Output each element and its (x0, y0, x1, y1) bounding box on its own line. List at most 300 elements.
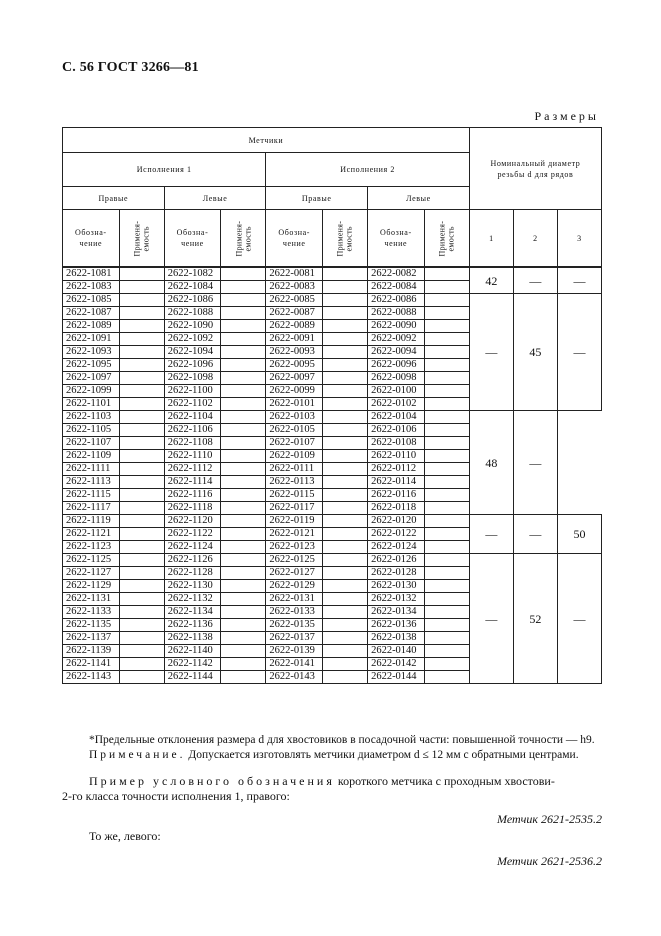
header-row-3: 3 (557, 210, 601, 268)
applicability-cell (221, 320, 266, 333)
designation-cell: 2622-0139 (266, 645, 323, 658)
applicability-cell (322, 541, 367, 554)
example-line (62, 774, 602, 789)
designation-cell: 2622-0091 (266, 333, 323, 346)
designation-cell: 2622-0096 (368, 359, 425, 372)
designation-cell: 2622-1144 (164, 671, 221, 684)
designation-cell: 2622-0099 (266, 385, 323, 398)
header-designation: Обозна- чение (266, 210, 323, 268)
designation-cell: 2622-0133 (266, 606, 323, 619)
applicability-cell (322, 307, 367, 320)
designation-cell: 2622-1102 (164, 398, 221, 411)
designation-cell: 2622-1097 (63, 372, 120, 385)
designation-cell: 2622-1083 (63, 281, 120, 294)
applicability-cell (424, 593, 469, 606)
designation-cell: 2622-0112 (368, 463, 425, 476)
applicability-cell (221, 294, 266, 307)
applicability-cell (221, 359, 266, 372)
applicability-cell (119, 333, 164, 346)
applicability-cell (119, 372, 164, 385)
table-row (63, 294, 602, 307)
designation-cell: 2622-0134 (368, 606, 425, 619)
designation-cell: 2622-1140 (164, 645, 221, 658)
designation-cell: 2622-1100 (164, 385, 221, 398)
example-line-2: 2-го класса точности исполнения 1, правого: (62, 789, 290, 803)
designation-cell: 2622-1086 (164, 294, 221, 307)
applicability-cell (424, 632, 469, 645)
applicability-cell (322, 515, 367, 528)
designation-cell: 2622-1137 (63, 632, 120, 645)
applicability-cell (424, 476, 469, 489)
diameter-row-1-cell: — (469, 554, 513, 684)
designation-cell: 2622-1132 (164, 593, 221, 606)
applicability-cell (322, 411, 367, 424)
applicability-cell (322, 476, 367, 489)
applicability-cell (322, 632, 367, 645)
applicability-cell (424, 528, 469, 541)
designation-cell: 2622-0103 (266, 411, 323, 424)
designation-cell: 2622-1087 (63, 307, 120, 320)
applicability-cell (424, 437, 469, 450)
applicability-cell (119, 346, 164, 359)
applicability-cell (119, 398, 164, 411)
designation-cell: 2622-1096 (164, 359, 221, 372)
applicability-cell (119, 554, 164, 567)
designation-cell: 2622-0094 (368, 346, 425, 359)
applicability-cell (221, 619, 266, 632)
applicability-cell (119, 489, 164, 502)
applicability-cell (322, 294, 367, 307)
header-isp1: Исполнения 1 (63, 153, 266, 187)
designation-cell: 2622-0113 (266, 476, 323, 489)
designation-cell: 2622-1094 (164, 346, 221, 359)
designation-cell: 2622-0108 (368, 437, 425, 450)
designation-cell: 2622-1118 (164, 502, 221, 515)
header-right-1: Правые (63, 187, 165, 210)
header-applicability: Применя- емость (119, 210, 164, 268)
designation-cell: 2622-1117 (63, 502, 120, 515)
applicability-cell (322, 658, 367, 671)
designation-cell: 2622-1108 (164, 437, 221, 450)
applicability-cell (322, 398, 367, 411)
applicability-cell (424, 658, 469, 671)
designation-cell: 2622-0118 (368, 502, 425, 515)
designation-cell: 2622-0119 (266, 515, 323, 528)
applicability-cell (119, 281, 164, 294)
designation-cell: 2622-0140 (368, 645, 425, 658)
header-designation: Обозна- чение (164, 210, 221, 268)
designation-cell: 2622-0106 (368, 424, 425, 437)
applicability-cell (322, 463, 367, 476)
header-row-1: 1 (469, 210, 513, 268)
designation-cell: 2622-1128 (164, 567, 221, 580)
applicability-cell (119, 593, 164, 606)
designation-cell: 2622-0121 (266, 528, 323, 541)
designation-cell: 2622-0130 (368, 580, 425, 593)
applicability-cell (221, 411, 266, 424)
note-line (62, 748, 602, 763)
designation-cell: 2622-0092 (368, 333, 425, 346)
applicability-cell (119, 658, 164, 671)
applicability-cell (221, 385, 266, 398)
applicability-cell (119, 424, 164, 437)
header-left-2: Левые (368, 187, 470, 210)
tolerance-footnote: *Предельные отклонения размера d для хвостовиков в посадочной части: повышенной точности — h9. (89, 734, 595, 746)
taps-table (62, 127, 602, 684)
applicability-cell (424, 398, 469, 411)
applicability-cell (322, 281, 367, 294)
designation-cell: 2622-1130 (164, 580, 221, 593)
table-row (63, 267, 602, 281)
applicability-cell (424, 645, 469, 658)
applicability-cell (221, 606, 266, 619)
diameter-row-1-cell: 48 (469, 411, 513, 515)
applicability-cell (322, 359, 367, 372)
applicability-cell (424, 346, 469, 359)
designation-cell: 2622-1092 (164, 333, 221, 346)
applicability-cell (119, 307, 164, 320)
header-nominal-diameter: Номинальный диаметр резьбы d для рядов (469, 128, 601, 210)
applicability-cell (424, 567, 469, 580)
diameter-row-1-cell: — (469, 294, 513, 411)
designation-cell: 2622-0102 (368, 398, 425, 411)
designation-cell: 2622-1089 (63, 320, 120, 333)
applicability-cell (322, 385, 367, 398)
applicability-cell (119, 359, 164, 372)
designation-cell: 2622-1093 (63, 346, 120, 359)
designation-cell: 2622-0093 (266, 346, 323, 359)
designation-cell: 2622-1109 (63, 450, 120, 463)
applicability-cell (221, 476, 266, 489)
applicability-cell (424, 450, 469, 463)
applicability-cell (221, 632, 266, 645)
designation-cell: 2622-0098 (368, 372, 425, 385)
designation-cell: 2622-0100 (368, 385, 425, 398)
designation-cell: 2622-0084 (368, 281, 425, 294)
applicability-cell (119, 385, 164, 398)
designation-cell: 2622-1104 (164, 411, 221, 424)
applicability-cell (119, 541, 164, 554)
designation-cell: 2622-1129 (63, 580, 120, 593)
designation-cell: 2622-0090 (368, 320, 425, 333)
applicability-cell (221, 580, 266, 593)
designation-cell: 2622-1122 (164, 528, 221, 541)
designation-cell: 2622-0095 (266, 359, 323, 372)
applicability-cell (322, 424, 367, 437)
applicability-cell (424, 385, 469, 398)
designation-cell: 2622-1134 (164, 606, 221, 619)
example-code: Метчик 2621-2535.2 (497, 812, 602, 826)
applicability-cell (322, 645, 367, 658)
designation-cell: 2622-0117 (266, 502, 323, 515)
applicability-cell (119, 580, 164, 593)
header-row-2: 2 (513, 210, 557, 268)
applicability-cell (221, 554, 266, 567)
header-designation: Обозна- чение (63, 210, 120, 268)
designation-cell: 2622-0101 (266, 398, 323, 411)
applicability-cell (221, 502, 266, 515)
designation-cell: 2622-1098 (164, 372, 221, 385)
designation-cell: 2622-1110 (164, 450, 221, 463)
designation-cell: 2622-1120 (164, 515, 221, 528)
applicability-cell (119, 606, 164, 619)
applicability-cell (221, 463, 266, 476)
applicability-cell (322, 528, 367, 541)
diameter-row-1-cell: 42 (469, 267, 513, 294)
header-applicability: Применя- емость (424, 210, 469, 268)
header-right-2: Правые (266, 187, 368, 210)
designation-cell: 2622-0132 (368, 593, 425, 606)
applicability-cell (424, 333, 469, 346)
designation-cell: 2622-1126 (164, 554, 221, 567)
designation-cell: 2622-1113 (63, 476, 120, 489)
designation-cell: 2622-1115 (63, 489, 120, 502)
designation-cell: 2622-0142 (368, 658, 425, 671)
diameter-row-2-cell: — (513, 267, 557, 294)
header-applicability: Применя- емость (322, 210, 367, 268)
applicability-cell (424, 359, 469, 372)
designation-cell: 2622-1141 (63, 658, 120, 671)
applicability-cell (322, 450, 367, 463)
applicability-cell (221, 346, 266, 359)
designation-cell: 2622-0135 (266, 619, 323, 632)
applicability-cell (322, 333, 367, 346)
applicability-cell (221, 567, 266, 580)
designation-cell: 2622-0137 (266, 632, 323, 645)
designation-cell: 2622-0082 (368, 267, 425, 281)
applicability-cell (119, 476, 164, 489)
applicability-cell (119, 528, 164, 541)
applicability-cell (424, 671, 469, 684)
applicability-cell (424, 489, 469, 502)
header-left-1: Левые (164, 187, 266, 210)
applicability-cell (424, 424, 469, 437)
designation-cell: 2622-1085 (63, 294, 120, 307)
applicability-cell (424, 267, 469, 281)
applicability-cell (119, 619, 164, 632)
applicability-cell (221, 671, 266, 684)
designation-cell: 2622-1121 (63, 528, 120, 541)
applicability-cell (424, 281, 469, 294)
applicability-cell (221, 528, 266, 541)
applicability-cell (119, 567, 164, 580)
applicability-cell (322, 346, 367, 359)
diameter-row-3-cell: — (557, 554, 601, 684)
table-row (63, 411, 602, 424)
designation-cell: 2622-1123 (63, 541, 120, 554)
applicability-cell (322, 671, 367, 684)
header-metchiki: Метчики (63, 128, 470, 153)
designation-cell: 2622-0087 (266, 307, 323, 320)
designation-cell: 2622-0141 (266, 658, 323, 671)
designation-cell: 2622-1090 (164, 320, 221, 333)
example-text: короткого метчика с проходным хвостови- (334, 774, 555, 788)
applicability-cell (424, 502, 469, 515)
designation-cell: 2622-1107 (63, 437, 120, 450)
designation-cell: 2622-0109 (266, 450, 323, 463)
header-applicability: Применя- емость (221, 210, 266, 268)
note-label: Примечание. (89, 749, 186, 761)
applicability-cell (424, 294, 469, 307)
applicability-cell (424, 606, 469, 619)
applicability-cell (221, 398, 266, 411)
designation-cell: 2622-0136 (368, 619, 425, 632)
designation-cell: 2622-1091 (63, 333, 120, 346)
designation-cell: 2622-1114 (164, 476, 221, 489)
designation-cell: 2622-1084 (164, 281, 221, 294)
designation-cell: 2622-1112 (164, 463, 221, 476)
diameter-row-3-cell: — (557, 267, 601, 294)
diameter-row-2-cell: 52 (513, 554, 557, 684)
applicability-cell (424, 320, 469, 333)
diameter-row-3-cell: — (557, 294, 601, 411)
diameter-row-2-cell: 45 (513, 294, 557, 411)
designation-cell: 2622-0144 (368, 671, 425, 684)
applicability-cell (221, 372, 266, 385)
designation-cell: 2622-0127 (266, 567, 323, 580)
designation-cell: 2622-1143 (63, 671, 120, 684)
designation-cell: 2622-0083 (266, 281, 323, 294)
designation-cell: 2622-0126 (368, 554, 425, 567)
designation-cell: 2622-0111 (266, 463, 323, 476)
applicability-cell (119, 463, 164, 476)
applicability-cell (322, 320, 367, 333)
designation-cell: 2622-0088 (368, 307, 425, 320)
example-label: Пример условного обозначения (89, 774, 335, 788)
applicability-cell (119, 671, 164, 684)
designation-cell: 2622-0085 (266, 294, 323, 307)
applicability-cell (322, 580, 367, 593)
applicability-cell (424, 515, 469, 528)
applicability-cell (119, 437, 164, 450)
applicability-cell (424, 463, 469, 476)
applicability-cell (322, 554, 367, 567)
sizes-label: Размеры (534, 109, 599, 123)
designation-cell: 2622-1116 (164, 489, 221, 502)
designation-cell: 2622-0128 (368, 567, 425, 580)
designation-cell: 2622-0086 (368, 294, 425, 307)
designation-cell: 2622-1138 (164, 632, 221, 645)
same-left-code: Метчик 2621-2536.2 (497, 854, 602, 868)
designation-cell: 2622-1101 (63, 398, 120, 411)
designation-cell: 2622-0089 (266, 320, 323, 333)
designation-cell: 2622-1136 (164, 619, 221, 632)
applicability-cell (221, 489, 266, 502)
table-row (63, 515, 602, 528)
designation-cell: 2622-0116 (368, 489, 425, 502)
example-block (62, 774, 602, 869)
designation-cell: 2622-0104 (368, 411, 425, 424)
designation-cell: 2622-0138 (368, 632, 425, 645)
designation-cell: 2622-0110 (368, 450, 425, 463)
applicability-cell (322, 489, 367, 502)
applicability-cell (221, 424, 266, 437)
designation-cell: 2622-1095 (63, 359, 120, 372)
designation-cell: 2622-0124 (368, 541, 425, 554)
applicability-cell (221, 541, 266, 554)
page-header: С. 56 ГОСТ 3266—81 (62, 60, 199, 75)
designation-cell: 2622-1082 (164, 267, 221, 281)
designation-cell: 2622-0129 (266, 580, 323, 593)
designation-cell: 2622-0097 (266, 372, 323, 385)
applicability-cell (221, 450, 266, 463)
applicability-cell (322, 619, 367, 632)
applicability-cell (119, 267, 164, 281)
designation-cell: 2622-1133 (63, 606, 120, 619)
designation-cell: 2622-0125 (266, 554, 323, 567)
applicability-cell (424, 580, 469, 593)
diameter-row-1-cell: — (469, 515, 513, 554)
diameter-row-3-cell: 50 (557, 515, 601, 554)
applicability-cell (221, 593, 266, 606)
designation-cell: 2622-1081 (63, 267, 120, 281)
applicability-cell (322, 267, 367, 281)
applicability-cell (424, 372, 469, 385)
designation-cell: 2622-1119 (63, 515, 120, 528)
applicability-cell (119, 294, 164, 307)
designation-cell: 2622-1105 (63, 424, 120, 437)
applicability-cell (119, 502, 164, 515)
applicability-cell (221, 515, 266, 528)
applicability-cell (119, 320, 164, 333)
applicability-cell (322, 593, 367, 606)
applicability-cell (119, 645, 164, 658)
applicability-cell (322, 606, 367, 619)
designation-cell: 2622-0081 (266, 267, 323, 281)
applicability-cell (322, 437, 367, 450)
table-row (63, 554, 602, 567)
applicability-cell (119, 411, 164, 424)
designation-cell: 2622-0115 (266, 489, 323, 502)
applicability-cell (322, 372, 367, 385)
applicability-cell (424, 411, 469, 424)
applicability-cell (424, 307, 469, 320)
designation-cell: 2622-0107 (266, 437, 323, 450)
table-body (63, 267, 602, 684)
applicability-cell (119, 632, 164, 645)
designation-cell: 2622-1127 (63, 567, 120, 580)
header-isp2: Исполнения 2 (266, 153, 469, 187)
applicability-cell (221, 333, 266, 346)
applicability-cell (424, 541, 469, 554)
designation-cell: 2622-1111 (63, 463, 120, 476)
designation-cell: 2622-1106 (164, 424, 221, 437)
applicability-cell (221, 267, 266, 281)
designation-cell: 2622-0123 (266, 541, 323, 554)
applicability-cell (424, 619, 469, 632)
applicability-cell (424, 554, 469, 567)
note-text: Допускается изготовлять метчики диаметром d ≤ 12 мм с обратными центрами. (185, 749, 579, 761)
applicability-cell (221, 281, 266, 294)
applicability-cell (322, 567, 367, 580)
designation-cell: 2622-1088 (164, 307, 221, 320)
designation-cell: 2622-0114 (368, 476, 425, 489)
same-left-line: То же, левого: (89, 829, 161, 843)
footnotes (62, 733, 602, 763)
header-designation: Обозна- чение (368, 210, 425, 268)
diameter-row-2-cell: — (513, 515, 557, 554)
designation-cell: 2622-1124 (164, 541, 221, 554)
designation-cell: 2622-1131 (63, 593, 120, 606)
applicability-cell (221, 658, 266, 671)
designation-cell: 2622-1139 (63, 645, 120, 658)
applicability-cell (119, 515, 164, 528)
applicability-cell (221, 645, 266, 658)
designation-cell: 2622-0122 (368, 528, 425, 541)
applicability-cell (119, 450, 164, 463)
designation-cell: 2622-1125 (63, 554, 120, 567)
applicability-cell (322, 502, 367, 515)
